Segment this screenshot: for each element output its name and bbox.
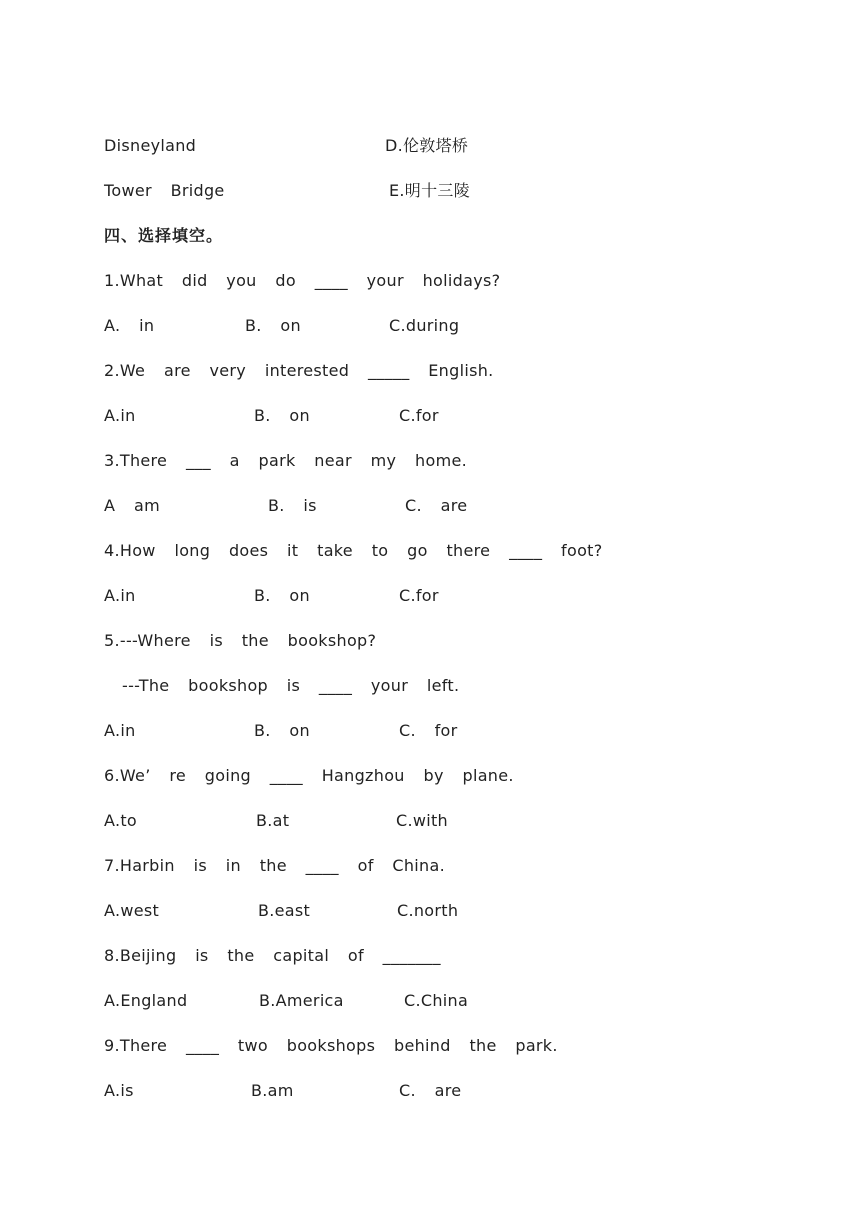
option-b: B. on xyxy=(254,586,310,605)
option-c: C. for xyxy=(399,721,458,740)
option-b: B. on xyxy=(254,721,310,740)
option-b: B. on xyxy=(245,316,301,335)
match-right-item: E.明十三陵 xyxy=(389,181,470,200)
option-a: A. in xyxy=(104,316,155,335)
question-options xyxy=(104,719,458,743)
question-options xyxy=(104,314,460,338)
option-c: C.China xyxy=(404,991,469,1010)
match-left-item: Disneyland xyxy=(104,136,197,155)
question-stem-answer: ---The bookshop is ____ your left. xyxy=(122,676,460,695)
question-stem: 7.Harbin is in the ____ of China. xyxy=(104,856,445,875)
option-a: A.in xyxy=(104,586,136,605)
question-stem: 6.We’ re going ____ Hangzhou by plane. xyxy=(104,766,514,785)
option-a: A.west xyxy=(104,901,160,920)
question-stem: 8.Beijing is the capital of _______ xyxy=(104,946,441,965)
question-stem: 1.What did you do ____ your holidays? xyxy=(104,271,501,290)
option-b: B. is xyxy=(268,496,317,515)
question-stem: 4.How long does it take to go there ____ foot? xyxy=(104,541,603,560)
option-c: C.north xyxy=(397,901,459,920)
match-row xyxy=(104,134,469,158)
option-a: A.England xyxy=(104,991,188,1010)
question-options xyxy=(104,1079,462,1103)
question-stem: 9.There ____ two bookshops behind the park. xyxy=(104,1036,558,1055)
question-options xyxy=(104,989,469,1013)
option-c: C.with xyxy=(396,811,449,830)
question-stem: 3.There ___ a park near my home. xyxy=(104,451,468,470)
option-a: A.is xyxy=(104,1081,134,1100)
option-b: B.am xyxy=(251,1081,294,1100)
option-b: B.America xyxy=(259,991,344,1010)
option-c: C.for xyxy=(399,406,439,425)
question-options xyxy=(104,584,439,608)
match-right-item: D.伦敦塔桥 xyxy=(385,136,469,155)
option-c: C. are xyxy=(405,496,468,515)
option-c: C.during xyxy=(389,316,460,335)
question-stem: 5.---Where is the bookshop? xyxy=(104,631,377,650)
question-options xyxy=(104,404,439,428)
question-options xyxy=(104,494,468,518)
option-a: A.to xyxy=(104,811,138,830)
option-c: C. are xyxy=(399,1081,462,1100)
match-left-item: Tower Bridge xyxy=(104,181,225,200)
option-b: B. on xyxy=(254,406,310,425)
question-options xyxy=(104,809,449,833)
option-b: B.east xyxy=(258,901,311,920)
option-a: A am xyxy=(104,496,161,515)
question-stem: 2.We are very interested _____ English. xyxy=(104,361,494,380)
match-row xyxy=(104,179,470,203)
option-b: B.at xyxy=(256,811,290,830)
option-a: A.in xyxy=(104,406,136,425)
section-title: 四、选择填空。 xyxy=(104,226,224,245)
question-options xyxy=(104,899,459,923)
option-a: A.in xyxy=(104,721,136,740)
option-c: C.for xyxy=(399,586,439,605)
